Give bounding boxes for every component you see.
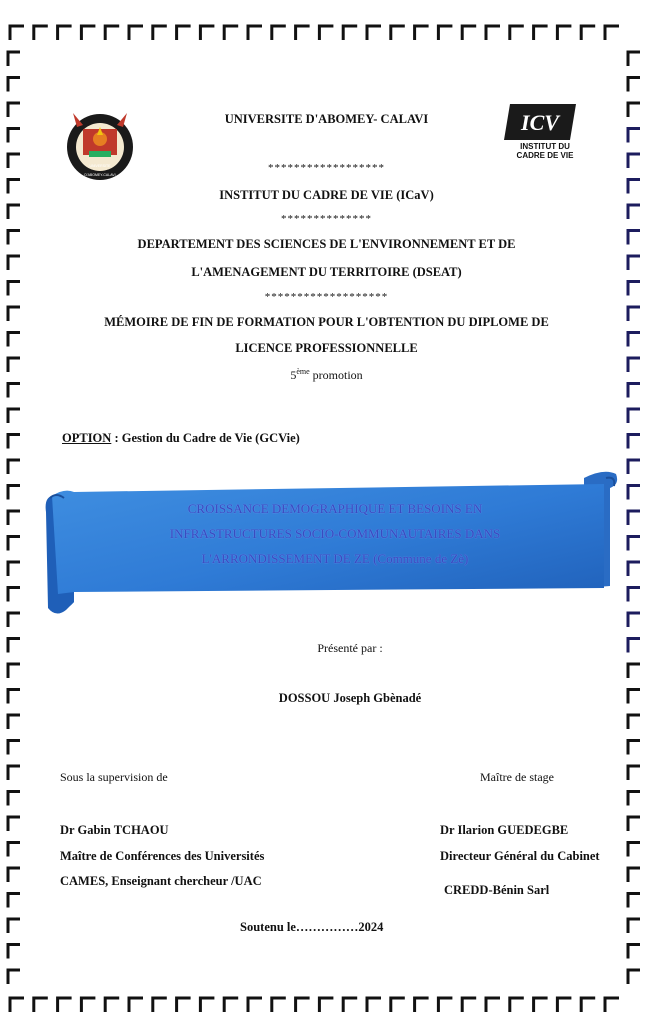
border-bracket [8, 588, 20, 602]
border-bracket [200, 26, 214, 40]
border-bracket [628, 588, 640, 602]
border-bracket [628, 435, 640, 449]
border-bracket [81, 998, 95, 1012]
border-bracket [628, 562, 640, 576]
uac-logo-text-bottom: D'ABOMEY-CALAVI [84, 173, 116, 177]
border-bracket [8, 409, 20, 423]
icv-logo-text: ICV [521, 110, 559, 135]
maitre-title-2: CREDD-Bénin Sarl [444, 883, 550, 897]
promotion-number: 5 [290, 368, 297, 382]
border-bracket [153, 998, 167, 1012]
thesis-title-line-2: INFRASTRUCTURES SOCIO-COMMUNAUTAIRES DANS [169, 526, 501, 541]
border-bracket [628, 613, 640, 627]
option-line [62, 431, 300, 446]
border-bracket [8, 945, 20, 959]
border-bracket [462, 26, 476, 40]
border-bracket [628, 817, 640, 831]
border-bracket [8, 970, 20, 984]
border-bracket [248, 26, 262, 40]
promotion-superscript: ème [296, 367, 310, 376]
border-bracket [177, 26, 191, 40]
border-bracket [8, 460, 20, 474]
icv-logo-caption [502, 142, 588, 160]
border-bracket [628, 970, 640, 984]
border-bracket [8, 435, 20, 449]
border-bracket [105, 998, 119, 1012]
presented-by-label: Présenté par : [317, 641, 383, 655]
border-bracket [81, 26, 95, 40]
border-bracket [8, 741, 20, 755]
border-bracket [628, 511, 640, 525]
border-bracket [628, 52, 640, 66]
border-bracket [8, 817, 20, 831]
border-bracket [8, 868, 20, 882]
maitre-de-stage-label: Maître de stage [480, 770, 554, 784]
border-bracket [534, 998, 548, 1012]
uac-logo-text-top: UNIVERSITE [89, 164, 111, 168]
border-bracket [415, 26, 429, 40]
thesis-title-line-3: L'ARRONDISSEMENT DE ZE (Commune de Zè) [201, 551, 469, 566]
border-bracket [628, 792, 640, 806]
border-bracket [628, 919, 640, 933]
border-bracket [438, 26, 452, 40]
border-bracket [296, 26, 310, 40]
border-bracket [628, 486, 640, 500]
border-bracket [628, 715, 640, 729]
defense-date: Soutenu le……………2024 [240, 920, 384, 934]
border-bracket [8, 52, 20, 66]
department-line-1: DEPARTEMENT DES SCIENCES DE L'ENVIRONNEMENT ET DE [137, 237, 516, 251]
border-bracket [605, 998, 619, 1012]
icv-caption-line1: INSTITUT DU [520, 142, 570, 151]
border-bracket [628, 766, 640, 780]
border-bracket [628, 664, 640, 678]
border-bracket [272, 998, 286, 1012]
border-bracket [628, 868, 640, 882]
border-bracket [129, 998, 143, 1012]
border-bracket [581, 26, 595, 40]
border-bracket [8, 78, 20, 92]
border-bracket [581, 998, 595, 1012]
border-bracket [343, 26, 357, 40]
border-bracket [367, 26, 381, 40]
university-name: UNIVERSITE D'ABOMEY- CALAVI [224, 112, 429, 126]
border-bracket [8, 894, 20, 908]
border-bracket [224, 998, 238, 1012]
border-bracket [557, 26, 571, 40]
border-bracket [605, 26, 619, 40]
border-bracket [557, 998, 571, 1012]
border-bracket [129, 26, 143, 40]
memoire-line-1: MÉMOIRE DE FIN DE FORMATION POUR L'OBTENTION DU DIPLOME DE [104, 315, 549, 329]
border-bracket [391, 26, 405, 40]
supervisor-name: Dr Gabin TCHAOU [60, 823, 169, 837]
border-bracket [8, 129, 20, 143]
border-bracket [319, 998, 333, 1012]
thesis-title [100, 496, 570, 571]
border-bracket [8, 613, 20, 627]
border-bracket [8, 562, 20, 576]
separator-stars-2: ************** [281, 213, 372, 225]
border-bracket [462, 998, 476, 1012]
department-line-2: L'AMENAGEMENT DU TERRITOIRE (DSEAT) [191, 265, 462, 279]
border-bracket [628, 409, 640, 423]
border-bracket [391, 998, 405, 1012]
maitre-title-1: Directeur Général du Cabinet [440, 849, 600, 863]
border-bracket [58, 998, 72, 1012]
maitre-name: Dr Ilarion GUEDEGBE [440, 823, 569, 837]
border-bracket [628, 460, 640, 474]
border-bracket [628, 384, 640, 398]
promotion [0, 367, 653, 383]
border-bracket [8, 766, 20, 780]
border-bracket [438, 998, 452, 1012]
border-bracket [628, 537, 640, 551]
border-bracket [510, 998, 524, 1012]
border-bracket [510, 26, 524, 40]
border-bracket [248, 998, 262, 1012]
border-bracket [628, 843, 640, 857]
border-bracket [319, 26, 333, 40]
supervisor-title-1: Maître de Conférences des Universités [60, 849, 265, 863]
border-bracket [8, 843, 20, 857]
border-bracket [8, 537, 20, 551]
border-bracket [153, 26, 167, 40]
icv-caption-line2: CADRE DE VIE [516, 151, 574, 160]
border-bracket [628, 78, 640, 92]
border-bracket [628, 945, 640, 959]
separator-stars-1: ****************** [268, 162, 385, 174]
border-bracket [10, 998, 24, 1012]
border-bracket [8, 486, 20, 500]
border-bracket [224, 26, 238, 40]
supervisor-title-2: CAMES, Enseignant chercheur /UAC [60, 874, 262, 888]
border-bracket [628, 741, 640, 755]
border-bracket [8, 919, 20, 933]
separator-stars-3: ******************* [264, 291, 389, 303]
border-bracket [105, 26, 119, 40]
border-bracket [367, 998, 381, 1012]
border-bracket [343, 998, 357, 1012]
border-bracket [8, 384, 20, 398]
border-bracket [272, 26, 286, 40]
promotion-word: promotion [309, 368, 363, 382]
option-value: : Gestion du Cadre de Vie (GCVie) [111, 431, 300, 445]
author-name: DOSSOU Joseph Gbènadé [278, 691, 422, 705]
border-bracket [415, 998, 429, 1012]
border-bracket [296, 998, 310, 1012]
supervision-label: Sous la supervision de [60, 770, 168, 784]
border-bracket [8, 511, 20, 525]
border-bracket [34, 26, 48, 40]
border-bracket [8, 792, 20, 806]
option-label: OPTION [62, 431, 112, 445]
border-bracket [34, 998, 48, 1012]
border-bracket [486, 998, 500, 1012]
border-bracket [628, 894, 640, 908]
border-bracket [58, 26, 72, 40]
thesis-title-line-1: CROISSANCE DEMOGRAPHIQUE ET BESOINS EN [187, 501, 483, 516]
border-bracket [177, 998, 191, 1012]
border-bracket [200, 998, 214, 1012]
border-bracket [10, 26, 24, 40]
border-bracket [628, 129, 640, 143]
border-bracket [486, 26, 500, 40]
institute-name: INSTITUT DU CADRE DE VIE (ICaV) [219, 188, 434, 202]
border-bracket [534, 26, 548, 40]
border-bracket [8, 715, 20, 729]
memoire-line-2: LICENCE PROFESSIONNELLE [235, 341, 418, 355]
border-bracket [8, 664, 20, 678]
